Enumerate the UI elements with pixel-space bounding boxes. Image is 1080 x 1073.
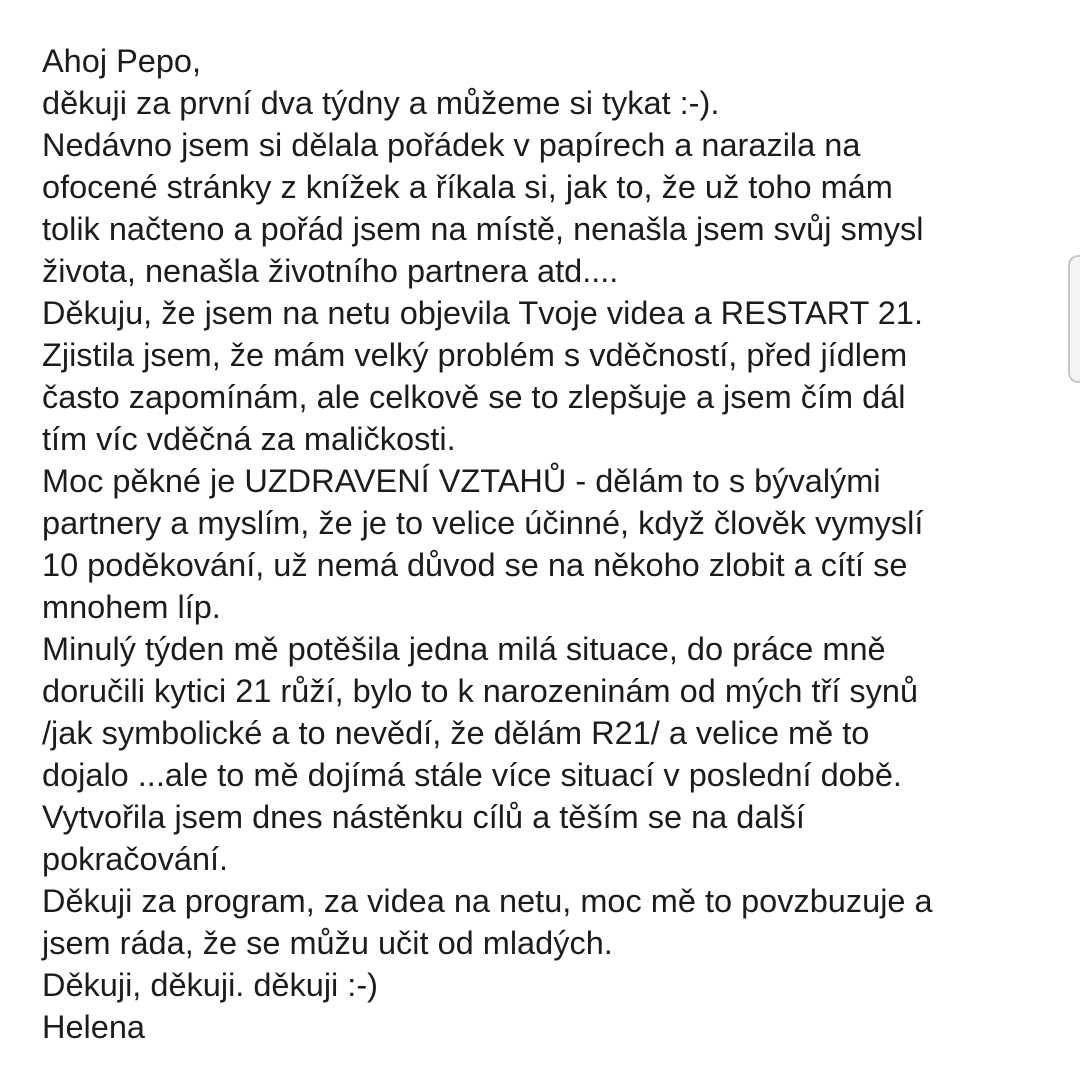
message-line: partnery a myslím, že je to velice účinné, když člověk vymyslí [42, 505, 924, 541]
message-line: života, nenašla životního partnera atd.... [42, 253, 619, 289]
message-line: Vytvořila jsem dnes nástěnku cílů a těším se na další [42, 799, 805, 835]
message-line: Minulý týden mě potěšila jedna milá situace, do práce mně [42, 631, 886, 667]
message-line: Ahoj Pepo, [42, 43, 202, 79]
message-line: Děkuju, že jsem na netu objevila Tvoje videa a RESTART 21. [42, 295, 923, 331]
message-signature: Helena [42, 1009, 145, 1045]
message-line: tolik načteno a pořád jsem na místě, nenašla jsem svůj smysl [42, 211, 924, 247]
message-line: Děkuji za program, za videa na netu, moc mě to povzbuzuje a [42, 883, 933, 919]
message-line: dojalo ...ale to mě dojímá stále více situací v poslední době. [42, 757, 902, 793]
message-line: děkuji za první dva týdny a můžeme si tykat :-). [42, 85, 720, 121]
message-line: ofocené stránky z knížek a říkala si, jak to, že už toho mám [42, 169, 893, 205]
message-line: často zapomínám, ale celkově se to zlepšuje a jsem čím dál [42, 379, 906, 415]
message-text [42, 40, 1052, 1048]
message-line: mnohem líp. [42, 589, 221, 625]
message-line: Moc pěkné je UZDRAVENÍ VZTAHŮ - dělám to s bývalými [42, 463, 881, 499]
message-line: tím víc vděčná za maličkosti. [42, 421, 456, 457]
message-line: jsem ráda, že se můžu učit od mladých. [42, 925, 613, 961]
message-line: pokračování. [42, 841, 229, 877]
message-line: Nedávno jsem si dělala pořádek v papírech a narazila na [42, 127, 861, 163]
scroll-indicator[interactable] [1068, 255, 1080, 383]
message-line: Zjistila jsem, že mám velký problém s vděčností, před jídlem [42, 337, 908, 373]
message-line: /jak symbolické a to nevědí, že dělám R21/ a velice mě to [42, 715, 870, 751]
message-line: Děkuji, děkuji. děkuji :-) [42, 967, 378, 1003]
message-line: doručili kytici 21 růží, bylo to k narozeninám od mých tří synů [42, 673, 919, 709]
message-line: 10 poděkování, už nemá důvod se na někoho zlobit a cítí se [42, 547, 908, 583]
